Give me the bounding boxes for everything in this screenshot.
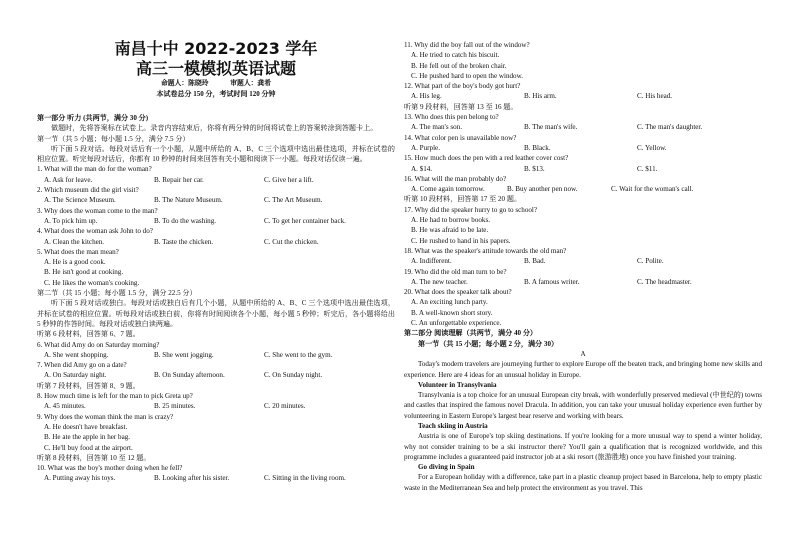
material-10-note: 听第 10 段材料，回答第 17 至 20 题。 xyxy=(404,195,522,204)
question-2-options xyxy=(37,195,395,205)
right-column xyxy=(404,40,762,493)
question-7-options xyxy=(37,370,395,380)
reviewer: 审题人：龚希 xyxy=(230,80,272,87)
option-c: C. Polite. xyxy=(637,257,664,266)
option-b: B. His arm. xyxy=(524,92,557,101)
author-line xyxy=(37,79,395,89)
option-a: A. She went shopping. xyxy=(44,350,109,359)
option-a: A. The new teacher. xyxy=(411,277,468,286)
option-a: A. He tried to catch his biscuit. xyxy=(411,51,500,60)
question-3: 3. Why does the woman come to the man? xyxy=(37,206,158,215)
question-12: 12. What part of the boy's body got hurt? xyxy=(404,82,521,91)
question-8-options xyxy=(37,401,395,411)
question-10: 10. What was the boy's mother doing when he fell? xyxy=(37,464,183,473)
option-a: A. He doesn't have breakfast. xyxy=(44,422,128,431)
option-a: A. To pick him up. xyxy=(44,216,98,225)
option-c: C. Cut the chicken. xyxy=(264,237,319,246)
material-9-note: 听第 9 段材料，回答第 13 至 16 题。 xyxy=(404,102,518,111)
option-b: B. 25 minutes. xyxy=(154,402,196,411)
option-c: C. The Art Museum. xyxy=(264,196,323,205)
option-a: A. Purple. xyxy=(411,143,440,152)
option-b: B. Repair her car. xyxy=(154,175,204,184)
option-c: C. Give her a lift. xyxy=(264,175,314,184)
question-2: 2. Which museum did the girl visit? xyxy=(37,186,139,195)
subheading-transylvania: Volunteer in Transylvania xyxy=(418,380,497,389)
question-14: 14. What color pen is unavailable now? xyxy=(404,133,517,142)
question-9: 9. Why does the woman think the man is crazy? xyxy=(37,412,174,421)
option-c: C. Wait for the woman's call. xyxy=(611,185,694,194)
option-a: A. An exciting lunch party. xyxy=(411,298,488,307)
option-c: C. The headmaster. xyxy=(637,277,692,286)
option-a: A. Come again tomorrow. xyxy=(411,185,485,194)
material-7-note: 听第 7 段材料，回答第 8、9 题。 xyxy=(37,381,140,390)
question-15-options xyxy=(404,164,762,174)
option-a: A. Indifferent. xyxy=(411,257,452,266)
question-20: 20. What does the speaker talk about? xyxy=(404,288,512,297)
question-5: 5. What does the man mean? xyxy=(37,247,119,256)
paragraph-transylvania: Transylvania is a top choice for an unusual European city break, with wonderfully preserved medieval (中世纪的) towns and castles that inspired the famous novel Dracula. In addition, you can take your unusual holiday experience even further by volunteering in Eastern Europe's largest bear reserve and working with bears. xyxy=(404,391,762,420)
option-a: A. 45 minutes. xyxy=(44,402,86,411)
option-a: A. $14. xyxy=(411,164,433,173)
section1-heading: 第一节（共 5 小题；每小题 1.5 分，满分 7.5 分） xyxy=(37,134,190,143)
question-13: 13. Who does this pen belong to? xyxy=(404,113,499,122)
passage-label: A xyxy=(580,349,586,358)
subheading-spain: Go diving in Spain xyxy=(418,463,475,472)
question-18-options xyxy=(404,256,762,266)
material-8-note: 听第 8 段材料，回答第 10 至 12 题。 xyxy=(37,453,151,462)
option-b: B. He isn't good at cooking. xyxy=(44,268,124,277)
option-a: A. Putting away his toys. xyxy=(44,474,116,483)
question-15: 15. How much does the pen with a red leather cover cost? xyxy=(404,154,569,163)
option-b: B. He fell out of the broken chair. xyxy=(411,61,507,70)
option-c: C. 20 minutes. xyxy=(264,402,306,411)
question-7: 7. When did Amy go on a date? xyxy=(37,361,127,370)
author: 命题人：陈晓玲 xyxy=(160,80,209,87)
option-a: A. He is a good cook. xyxy=(44,258,106,267)
option-c: C. Sitting in the living room. xyxy=(264,474,346,483)
option-a: A. On Saturday night. xyxy=(44,371,107,380)
option-a: A. Clean the kitchen. xyxy=(44,237,105,246)
option-b: B. Buy another pen now. xyxy=(507,185,578,194)
option-b: B. On Sunday afternoon. xyxy=(154,371,225,380)
option-c: C. His head. xyxy=(637,92,673,101)
question-14-options xyxy=(404,143,762,153)
part2-section1-heading: 第一节（共 15 小题；每小题 2 分，满分 30） xyxy=(418,339,559,348)
option-c: C. $11. xyxy=(637,164,658,173)
exam-title-line2: 高三一模模拟英语试题 xyxy=(135,59,296,78)
exam-title-line1: 南昌十中 2022-2023 学年 xyxy=(114,39,318,58)
question-11: 11. Why did the boy fall out of the window? xyxy=(404,41,530,49)
option-a: A. His leg. xyxy=(411,92,442,101)
option-b: B. The man's wife. xyxy=(524,123,578,132)
option-c: C. She went to the gym. xyxy=(264,350,333,359)
question-6-options xyxy=(37,350,395,360)
question-19-options xyxy=(404,277,762,287)
option-b: B. To do the washing. xyxy=(154,216,217,225)
option-b: B. $13. xyxy=(524,164,545,173)
paragraph-spain: For a European holiday with a difference, take part in a plastic cleanup project based in Barcelona, help to empty plastic waste in the Mediterranean Sea and help protect the environment as you travel. This xyxy=(404,473,762,492)
option-c: C. He rushed to hand in his papers. xyxy=(411,236,511,245)
option-c: C. He'll buy food at the airport. xyxy=(44,443,133,452)
question-13-options xyxy=(404,122,762,132)
option-c: C. On Sunday night. xyxy=(264,371,323,380)
question-4: 4. What does the woman ask John to do? xyxy=(37,227,153,236)
option-b: B. He ate the apple in her bag. xyxy=(44,433,131,442)
question-1-options xyxy=(37,175,395,185)
part2-heading: 第二部分 阅读理解（共两节，满分 40 分） xyxy=(404,329,538,338)
passage-intro: Today's modern travelers are journeying further to explore Europe off the beaten track, and bringing home new skills and experience. Here are 4 ideas for an unusual holiday in Europe. xyxy=(404,360,762,379)
question-17: 17. Why did the speaker hurry to go to school? xyxy=(404,205,538,214)
option-b: B. Bad. xyxy=(524,257,546,266)
option-b: B. A well-known short story. xyxy=(411,308,493,317)
option-b: B. Looking after his sister. xyxy=(154,474,230,483)
part1-heading: 第一部分 听力 (共两节，满分 30 分) xyxy=(37,114,149,122)
option-c: C. He pushed hard to open the window. xyxy=(411,71,524,80)
option-b: B. He was afraid to be late. xyxy=(411,226,489,235)
material-6-note: 听第 6 段材料，回答第 6、7 题。 xyxy=(37,330,140,339)
option-c: C. To get her container back. xyxy=(264,216,346,225)
question-16-options xyxy=(404,184,762,194)
option-c: C. An unforgettable experience. xyxy=(411,319,502,328)
section2-heading: 第二节（共 15 小题；每小题 1.5 分，满分 22.5 分） xyxy=(37,289,197,298)
question-16: 16. What will the man probably do? xyxy=(404,174,507,183)
option-b: B. Taste the chicken. xyxy=(154,237,214,246)
option-b: B. Black. xyxy=(524,143,551,152)
option-a: A. The Science Museum. xyxy=(44,196,116,205)
left-column xyxy=(37,113,395,484)
option-c: C. Yellow. xyxy=(637,143,667,152)
question-3-options xyxy=(37,216,395,226)
score-time: 本试卷总分 150 分，考试时间 120 分钟 xyxy=(156,90,276,98)
subheading-austria: Teach skiing in Austria xyxy=(418,421,488,430)
option-b: B. She went jogging. xyxy=(154,350,214,359)
question-4-options xyxy=(37,237,395,247)
option-b: B. A famous writer. xyxy=(524,277,580,286)
section1-instructions: 听下面 5 段对话。每段对话后有一个小题，从题中所给的 A、B、C 三个选项中选出最佳选项，并标在试卷的相应位置。听完每段对话后，你都有 10 秒钟的时间来回答有关小题和阅读下一小题。每段对话仅读一遍。 xyxy=(37,144,395,164)
option-c: C. He likes the woman's cooking. xyxy=(44,278,140,287)
question-18: 18. What was the speaker's attitude towards the old man? xyxy=(404,246,567,255)
question-10-options xyxy=(37,473,395,483)
paragraph-austria: Austria is one of Europe's top skiing destinations. If you're looking for a more unusual way to spend a winter holiday, why not consider training to be a ski instructor there? You'll gain a qualification that is recognized worldwide, and this programme includes a guaranteed paid instructor job at a ski resort (旅游胜地) once you have finished your training. xyxy=(404,432,762,461)
option-a: A. The man's son. xyxy=(411,123,462,132)
question-8: 8. How much time is left for the man to pick Greta up? xyxy=(37,392,193,401)
exam-header xyxy=(37,39,395,100)
option-a: A. He had to borrow books. xyxy=(411,216,491,225)
question-6: 6. What did Amy do on Saturday morning? xyxy=(37,340,160,349)
question-19: 19. Who did the old man turn to be? xyxy=(404,267,507,276)
part1-instructions: 做题时，先将答案标在试卷上。录音内容结束后，你将有两分钟的时间将试卷上的答案转涂到答题卡上。 xyxy=(51,124,378,133)
option-c: C. The man's daughter. xyxy=(637,123,703,132)
section2-instructions: 听下面 5 段对话或独白。每段对话或独白后有几个小题，从题中所给的 A、B、C 三个选项中选出最佳选项，并标在试卷的相应位置。听每段对话或独白前，你将有时间阅读各个小题，每小题 5 秒钟；听完后，各小题将给出 5 秒钟的作答时间。每段对话或独白读两遍。 xyxy=(37,299,395,328)
question-1: 1. What will the man do for the woman? xyxy=(37,165,152,174)
option-b: B. The Nature Museum. xyxy=(154,196,223,205)
question-12-options xyxy=(404,91,762,101)
option-a: A. Ask for leave. xyxy=(44,175,93,184)
